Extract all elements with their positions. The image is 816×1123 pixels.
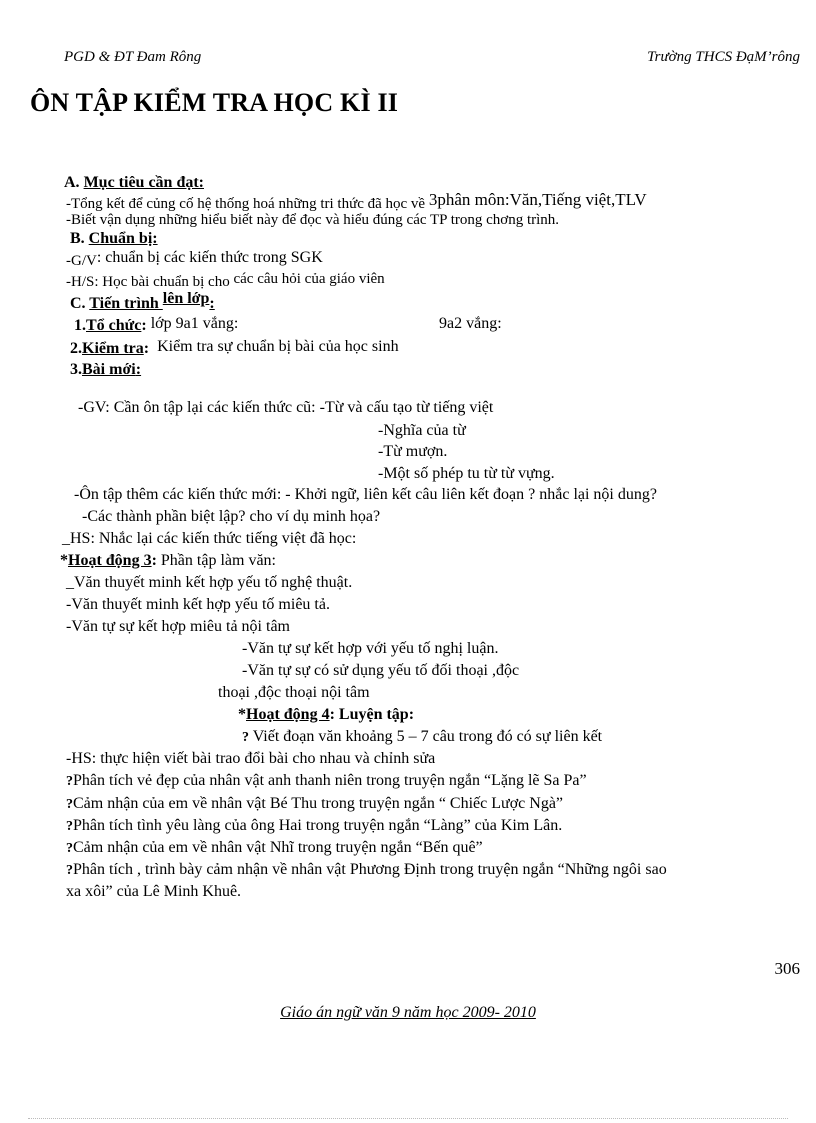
tlv-line-5b: thoại ,độc thoại nội tâm [218,684,370,701]
question-2: ?Cảm nhận của em về nhân vật Bé Thu trong truyện ngắn “ Chiếc Lược Ngà” [66,795,564,812]
tlv-line-4: -Văn tự sự kết hợp với yếu tố nghị luận. [242,640,499,657]
section-c-item-2: 2.Kiểm tra: Kiểm tra sự chuẩn bị bài của học sinh [70,338,399,357]
section-b-heading: B. Chuẩn bị: [70,230,158,247]
tlv-line-5: -Văn tự sự có sử dụng yếu tố đối thoại ,độc [242,662,520,679]
question-4: ?Cảm nhận của em về nhân vật Nhĩ trong truyện ngắn “Bến quê” [66,839,483,856]
hs-line-2: -HS: thực hiện viết bài trao đổi bài cho nhau và chỉnh sửa [66,750,436,767]
section-b-hs: -H/S: Học bài chuẩn bị cho các câu hỏi của giáo viên [66,271,385,290]
question-5: ?Phân tích , trình bày cảm nhận về nhân vật Phương Định trong truyện ngắn “Những ngôi sao [66,861,667,878]
gv-sub-2: -Từ mượn. [378,443,448,460]
tlv-line-2: -Văn thuyết minh kết hợp yếu tố miêu tả. [66,596,330,613]
section-c-item-1: 1.Tổ chức: lớp 9a1 vắng: [74,315,239,334]
header-right: Trường THCS ĐạM’rông [647,49,800,65]
ontap-line: -Ôn tập thêm các kiến thức mới: - Khởi ngữ, liên kết câu liên kết đoạn ? nhắc lại nội dung? [74,486,657,503]
section-c-item-1-9a2: 9a2 vắng: [439,315,502,332]
section-c-heading: C. Tiến trình lên lớp: [70,290,215,312]
gv-line: -GV: Cần ôn tập lại các kiến thức cũ: -Từ và cấu tạo từ tiếng việt [78,399,494,416]
gv-sub-1: -Nghĩa của từ [378,422,466,439]
tlv-line-1: _Văn thuyết minh kết hợp yếu tố nghệ thuật. [66,574,353,591]
hs-line: _HS: Nhắc lại các kiến thức tiếng việt đã học: [62,530,357,547]
question-5-cont: xa xôi” của Lê Minh Khuê. [66,883,242,900]
page-number: 306 [774,959,800,978]
page-title: ÔN TẬP KIỂM TRA HỌC KÌ II [30,88,399,117]
question-1: ?Phân tích vẻ đẹp của nhân vật anh thanh niên trong truyện ngắn “Lặng lẽ Sa Pa” [66,772,587,789]
section-a-line-1: -Tổng kết để củng cố hệ thống hoá những tri thức đã học về 3phân môn:Văn,Tiếng việt,TLV [66,190,647,212]
section-c-item-3: 3.Bài mới: [70,361,142,378]
gv-sub-3: -Một số phép tu từ từ vựng. [378,465,555,482]
section-a-heading: A. Mục tiêu cần đạt: [64,174,204,191]
luyen-tap-1: ? Viết đoạn văn khoảng 5 – 7 câu trong đó có sự liên kết [242,728,603,745]
thanhphan-line: -Các thành phần biệt lập? cho ví dụ minh họa? [82,508,381,525]
bottom-divider [28,1118,788,1119]
section-a-line-2: -Biết vận dụng những hiểu biết này để đọc và hiểu đúng các TP trong chơng trình. [66,212,560,228]
header-left: PGD & ĐT Đam Rông [64,49,202,65]
tlv-line-3: -Văn tự sự kết hợp miêu tả nội tâm [66,618,290,635]
hoat-dong-4: *Hoạt động 4: Luyện tập: [238,706,415,723]
question-3: ?Phân tích tình yêu làng của ông Hai trong truyện ngắn “Làng” của Kim Lân. [66,817,563,834]
section-b-gv: -G/V: chuẩn bị các kiến thức trong SGK [66,249,323,269]
footer: Giáo án ngữ văn 9 năm học 2009- 2010 [280,1004,536,1021]
hoat-dong-3: *Hoạt động 3: Phần tập làm văn: [60,552,276,569]
